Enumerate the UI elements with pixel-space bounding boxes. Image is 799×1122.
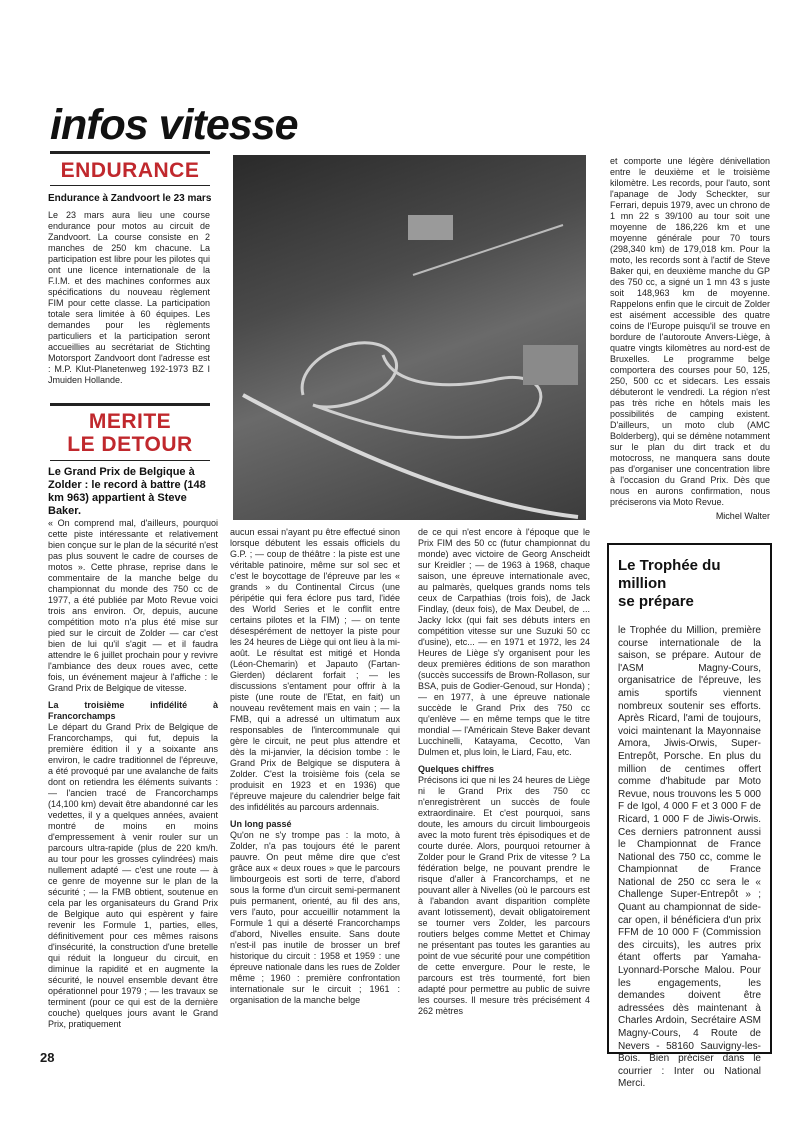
- merite-heading-1: MERITE: [88, 410, 172, 433]
- endurance-subheading: Endurance à Zandvoort le 23 mars: [48, 193, 212, 204]
- author-signature: Michel Walter: [715, 511, 770, 521]
- merite-col2: [230, 527, 400, 1006]
- merite-col3: [418, 527, 590, 1017]
- merite-col2-heading: Un long passé: [230, 819, 292, 829]
- merite-rule-top: [50, 403, 210, 406]
- merite-rule-bottom: [50, 460, 210, 461]
- trophee-body: le Trophée du Million, première course internationale de la saison, se prépare. Autour de l'ASM Magny-Cours, organisatrice de l'épreuve, les amis sportifs viennent nombreux soutenir ses efforts. Après Ricard, l'ami de toujours, voici maintenant la Mayonnaise Amora, Jiwis-Orwis, Super-Entrepôt, Porsche. En plus du million de centimes offert comme d'habitude par Moto Revue, nous trouvons les 5 000 F de Igol, 4 000 F et 3 000 F de Ricard, 1 000 F de Jiwis-Orwis. Ces derniers patronnent aussi le Championnat de France National des 750 cc, comme le Championnat de France National de 250 cc sera le « Challenge Super-Entrepôt » ; Quant au championnat de side-car open, il bénéficiera d'un prix FFM de 10 000 F (Commission des circuits), les autres prix étant offerts par Yamaha-Lyonnard-Porsche Malou. Pour les engagements, les demandes doivent être adressées dès maintenant à Charles Ardoin, Secrétaire ASM Magny-Cours, 4 Route de Nevers - 58160 Sauvigny-les-Bois. Bien préciser dans le courrier : Inter ou National Merci.: [618, 625, 761, 1090]
- endurance-heading: ENDURANCE: [60, 159, 200, 182]
- merite-col3-text: de ce qui n'est encore à l'époque que le Prix FIM des 50 cc (futur championnat du monde) avec victoire de Georg Anscheidt sur Kreidler ; — de 1963 à 1968, chaque saison, une épreuve internationale avec, au palmarès, quelques grands noms tels ceux de Carpathias (trois fois), de Jack Findlay, (deux fois), de Max Deubel, de ... Jacky Ickx (qui fait ses débuts inters en compétition vitesse sur une Suzuki 50 cc d'usine), etc... — en 1971 et 1972, les 24 Heures de Liège s'y organisent pour les deux premières éditions de son marathon (succès successifs de Brown-Rollason, sur BSA, puis de Godier-Genoud, sur Honda) ; — en 1977, à une épreuve nationale succède le Grand Prix des 750 cc qu'enlève — en même temps que le titre mondial — l'Américain Steve Baker devant Lucchinelli, Katayama, Cecotto, Van Dulmen et, plus loin, le Liard, Fau, etc.: [418, 527, 590, 757]
- title-rule: [50, 151, 210, 154]
- merite-col4: et comporte une légère dénivellation entre le deuxième et le troisième kilomètre. Les records, pour l'auto, sont l'apanage de Jody Scheckter, sur Ferrari, depuis 1979, avec un chrono de 1 mn 22 s 39/100 au tour soit une moyenne de 186,226 km et une moyenne générale pour 70 tours (298,340 km) de 179,018 km. Pour la moto, les records sont à l'actif de Steve Baker qui, en deuxième manche du GP des 750 cc, a signé un 1 mn 43 s juste soit 148,963 km de moyenne. Rappelons enfin que le circuit de Zolder est aisément accessible des quatre coins de l'Europe puisqu'il se trouve en bordure de l'autoroute Anvers-Liège, à quatre vingts kilomètres au nord-est de Bruxelles. Le programme belge comportera des courses pour 50, 125, 250, 500 cc et sidecars. Les essais débuteront le vendredi. La région n'est pas très riche en hôtels mais les possibilités de camping existent. D'ailleurs, un moto club (AMC Bolderberg), qui se démène notamment sur le plan du dirt track et du motocross, ne manquera sans doute pas d'organiser une concentration libre à l'occasion du Grand Prix. Dès que nous en aurons confirmation, nous préciserons via Moto Revue.: [610, 156, 770, 507]
- trophee-title-1: Le Trophée du million: [618, 557, 721, 592]
- trophee-box: [607, 543, 772, 1090]
- page-number: 28: [40, 1050, 55, 1065]
- merite-col3-body: Précisons ici que ni les 24 heures de Liège ni le Grand Prix des 750 cc n'enregistrèrent un succès de foule extraordinaire. Et c'est pourquoi, sans doute, les amours du circuit limbourgeois avec la moto furent très épisodiques et de courte durée. Alors, pourquoi retourner à Zolder pour le Grand Prix de vitesse ? La fédération belge, ne pouvant prendre le risque d'aller à Francorchamps, et ne pouvant aller à Nivelles (où le parcours est à l'abandon avant disparition complète avant lotissement), devait obligatoirement se tourner vers Zolder, les parcours routiers belges comme Mettet et Chimay ne présentant pas toutes les garanties au point de vue sécurité pour une compétition de cette envergure. Pour le reste, le parcours est très tourmenté, fort bien adapté pour permettre au public de suivre les courses. Il mesure très précisément 4 262 mètres: [418, 775, 590, 1016]
- page-title: infos vitesse: [50, 101, 298, 149]
- endurance-rule: [50, 185, 210, 186]
- merite-subheading: Le Grand Prix de Belgique à Zolder : le record à battre (148 km 963) appartient à Steve Baker.: [48, 466, 206, 517]
- circuit-aerial-photo: [233, 155, 586, 520]
- merite-col2-body: Qu'on ne s'y trompe pas : la moto, à Zolder, n'a pas toujours été le parent pauvre. On peut même dire que c'est grâce aux « deux roues » que le parcours limbourgeois est sorti de terre, d'abord sous la forme d'un circuit semi-permanent puis permanent, orienté, au fil des ans, vers l'auto, pour accueillir notamment la Formule 1 qui a déserté Francorchamps d'abord, Nivelles ensuite. Sans doute n'est-il pas inutile de brosser un bref historique du circuit : 1958 et 1959 : une épreuve nationale dans les rues de Zolder même ; 1960 : première confrontation internationale sur le circuit ; 1961 : organisation de la manche belge: [230, 830, 400, 1005]
- merite-col3-heading: Quelques chiffres: [418, 764, 495, 774]
- merite-col2-text: aucun essai n'ayant pu être effectué sinon lorsque débutent les essais officiels du G.P. ; — coup de théâtre : la piste est une véritable patinoire, même sur sol sec et c'est le boycottage de l'épreuve par les « grands » du Continental Circus (une péripétie qui fera éclore pus tard, l'idée des World Series et le conflit entre certains pilotes et la FIM) ; — on tente désespérément de nettoyer la piste pour les 24 heures de Liège qui ont lieu à la mi-août. Le résultat est mitigé et Honda (Léon-Chemarin) et Japauto (Fartan-Gierden) déclarent forfait ; — les discussions s'entament pour offrir à la piste (une route de l'Etat, en fait) un nouveau revêtement mais en vain ; — la FMB, qui a adressé un ultimatum aux responsables de l'intercommunale qui gère le circuit, ne peut plus attendre et dès la mi-janvier, la décision tombe : le Grand Prix de Belgique se disputera à Zolder. C'est la troisième fois (cela se produisit en 1923 et en 1936) que l'épreuve majeure du calendrier belge fait des infidélités au parcours ardennais.: [230, 527, 400, 812]
- merite-col1-text: « On comprend mal, d'ailleurs, pourquoi cette piste intéressante et relativement bien conçue sur le plan de la sécurité n'est pas plus souvent le cadre de courses de motos ». Cette phrase, reprise dans le commentaire de la manche belge du championnat du monde des 750 cc de 1977, a été publiée par Moto Revue voici trois ans environ. Or, depuis, aucune compétition moto n'a plus été mise sur pied sur le circuit de Zolder — car c'est bien de lui qu'il s'agit — et il faudra attendre le 6 juillet prochain pour y revivre l'ambiance des deux roues avec, cette fois, un événement majeur à l'affiche : le Grand Prix de Belgique de vitesse.: [48, 518, 218, 693]
- endurance-body: Le 23 mars aura lieu une course endurance pour motos au circuit de Zandvoort. La course consiste en 2 manches de 250 km chacune. La participation est libre pour les pilotes qui ont une licence internationale de la F.I.M. et des machines conformes aux spécifications du nouveau règlement FIM pour cette classe. La participation totale sera limitée à 60 équipes. Les demandes pour les règlements particuliers et la participation seront accueillies au secrétariat de Stichting Motorsport Zandvoort dont l'adresse est : M.P. Klut-Planetenweg 192-1973 BZ I Jmuiden Hollande.: [48, 210, 210, 385]
- trophee-title-2: se prépare: [618, 593, 694, 610]
- merite-col1: [48, 518, 218, 1030]
- merite-col1-heading: La troisième infidélité à Francorchamps: [48, 700, 218, 721]
- merite-heading-2: LE DETOUR: [67, 433, 193, 456]
- merite-col1-body: Le départ du Grand Prix de Belgique de Francorchamps, qui fut, depuis la première édition il y a soixante ans environ, le cadre traditionnel de l'épreuve, a été provoqué par une avalanche de faits dont on retiendra les éléments suivants : — l'ancien tracé de Francorchamps (14,100 km) devait être abandonné car les vedettes, il y a quelques années, avaient montré de moins en moins d'empressement à venir rouler sur un parcours ultra-rapide (plus de 220 km/h. au tour pour les grosses cylindrées) mais nullement adapté — c'est une route — à ce genre de moyenne sur le plan de la sécurité ; — la FMB obtient, soutenue en cela par les organisateurs du Grand Prix de Belgique auto qui espèrent y faire revenir les Formule 1, parties, elles, définitivement pour ces mêmes raisons d'insécurité, la construction d'une bretelle qui réduit la longueur du circuit, en diminue la rapidité et en augmente la sécurité, le nouvel ensemble devant être opérationnel pour 1979 ; — les travaux se terminent (pour ce qui est de la dernière couche) quelques jours avant le Grand Prix, pratiquement: [48, 722, 218, 1029]
